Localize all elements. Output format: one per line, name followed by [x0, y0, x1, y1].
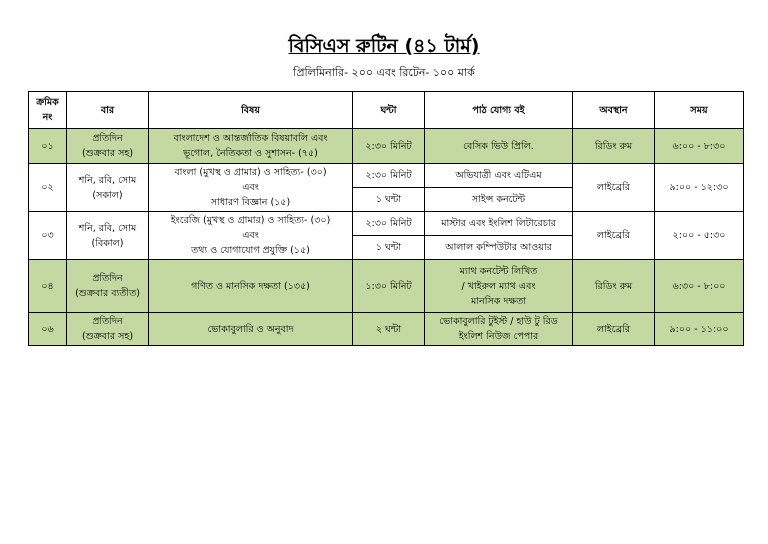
subject-line: এবং	[242, 230, 259, 241]
serial-cell: ০১	[29, 129, 67, 164]
books-cell: আলাল কম্পিউটার আওয়ার	[425, 236, 573, 260]
header-location: অবস্থান	[573, 92, 655, 129]
table-row	[29, 313, 744, 346]
subject-cell	[149, 129, 353, 164]
table-header-row	[29, 92, 744, 129]
subject-line: তথ্য ও যোগাযোগ প্রযুক্তি (১৫)	[191, 245, 310, 256]
day-cell	[67, 164, 149, 212]
day-line: (শুক্রবার সহ)	[81, 148, 134, 159]
subject-line: বাংলা (মুখস্থ ও গ্রামার) ও সাহিত্য- (৩০)	[174, 167, 327, 178]
day-line: (শুক্রবার ব্যতীত)	[75, 288, 140, 299]
day-cell	[67, 313, 149, 346]
subject-line: বাংলাদেশ ও আন্তর্জাতিক বিষয়াবলি এবং	[173, 133, 328, 144]
day-line: (সকাল)	[92, 189, 123, 201]
subject-cell: গণিত ও মানসিক দক্ষতা (১৩৫)	[149, 260, 353, 313]
time-cell: ৬:৩০ - ৮:০০	[655, 260, 744, 313]
serial-cell: ০২	[29, 164, 67, 212]
time-cell: ৯:০০ - ১২:৩০	[655, 164, 744, 212]
books-line: / খাইরুল ম্যাথ এবং	[461, 280, 536, 292]
books-cell: অভিযাত্রী এবং এটিএম	[425, 164, 573, 188]
day-line: (শুক্রবার সহ)	[81, 331, 134, 342]
books-cell: মাস্টার এবং ইংলিশ লিটারেচার	[425, 212, 573, 236]
table-row	[29, 129, 744, 164]
table-row	[29, 212, 744, 236]
hours-cell: ২:৩০ মিনিট	[353, 129, 425, 164]
day-line: শনি, রবি, সোম	[78, 174, 137, 186]
books-cell: বেসিক ভিউ প্রিলি.	[425, 129, 573, 164]
header-books: পাঠ যোগ্য বই	[425, 92, 573, 129]
time-cell: ৯:০০ - ১১:০০	[655, 313, 744, 346]
day-cell	[67, 260, 149, 313]
day-line: শনি, রবি, সোম	[78, 222, 137, 234]
books-line: ম্যাথ কনটেন্ট লিখিত	[459, 265, 538, 277]
serial-cell: ০৪	[29, 260, 67, 313]
location-cell: রিডিং রুম	[573, 260, 655, 313]
serial-cell: ০৩	[29, 212, 67, 260]
subject-cell: ভোকাবুলারি ও অনুবাদ	[149, 313, 353, 346]
table-row	[29, 164, 744, 188]
day-line: প্রতিদিন	[92, 316, 123, 327]
books-cell	[425, 313, 573, 346]
subject-cell	[149, 164, 353, 212]
location-cell: লাইব্রেরি	[573, 212, 655, 260]
books-line: মানসিক দক্ষতা	[471, 295, 526, 307]
subject-line: ইংরেজি (মুখস্থ ও গ্রামার) ও সাহিত্য- (৩০)	[170, 215, 331, 226]
hours-cell: ১ ঘন্টা	[353, 236, 425, 260]
serial-cell: ০৬	[29, 313, 67, 346]
page-subtitle: প্রিলিমিনারি- ২০০ এবং রিটেন- ১০০ মার্ক	[293, 66, 475, 79]
day-line: প্রতিদিন	[92, 273, 123, 284]
header-hours: ঘন্টা	[353, 92, 425, 129]
routine-table	[28, 91, 744, 346]
subject-line: সাধারণ বিজ্ঞান (১৫)	[210, 197, 291, 208]
header-time: সময়	[655, 92, 744, 129]
location-cell: লাইব্রেরি	[573, 313, 655, 346]
time-cell: ৬:০০ - ৮:৩০	[655, 129, 744, 164]
location-cell: রিডিং রুম	[573, 129, 655, 164]
hours-cell: ২:৩০ মিনিট	[353, 164, 425, 188]
subject-line: ভূগোল, নৈতিকতা ও সুশাসন- (৭৫)	[183, 148, 318, 159]
hours-cell: ১:৩০ মিনিট	[353, 260, 425, 313]
page-title: বিসিএস রুটিন (৪১ টার্ম)	[288, 35, 480, 57]
hours-cell: ১ ঘন্টা	[353, 188, 425, 212]
hours-cell: ২ ঘন্টা	[353, 313, 425, 346]
time-cell: ২:০০ - ৫:৩০	[655, 212, 744, 260]
location-cell: লাইব্রেরি	[573, 164, 655, 212]
header-serial: ক্রমিক নং	[29, 92, 67, 129]
header-day: বার	[67, 92, 149, 129]
books-line: ইংলিশ নিউজ পেপার	[458, 331, 539, 342]
books-line: ভোকাবুলারি টুইস্ট / হাউ টু রিড	[439, 316, 558, 327]
day-cell	[67, 129, 149, 164]
table-row	[29, 260, 744, 313]
subject-line: এবং	[242, 182, 259, 193]
day-line: প্রতিদিন	[92, 133, 123, 144]
books-cell: সাইন্স কনটেন্ট	[425, 188, 573, 212]
subject-cell	[149, 212, 353, 260]
day-cell	[67, 212, 149, 260]
hours-cell: ২:৩০ মিনিট	[353, 212, 425, 236]
header-subject: বিষয়	[149, 92, 353, 129]
books-cell	[425, 260, 573, 313]
day-line: (বিকাল)	[91, 237, 124, 249]
